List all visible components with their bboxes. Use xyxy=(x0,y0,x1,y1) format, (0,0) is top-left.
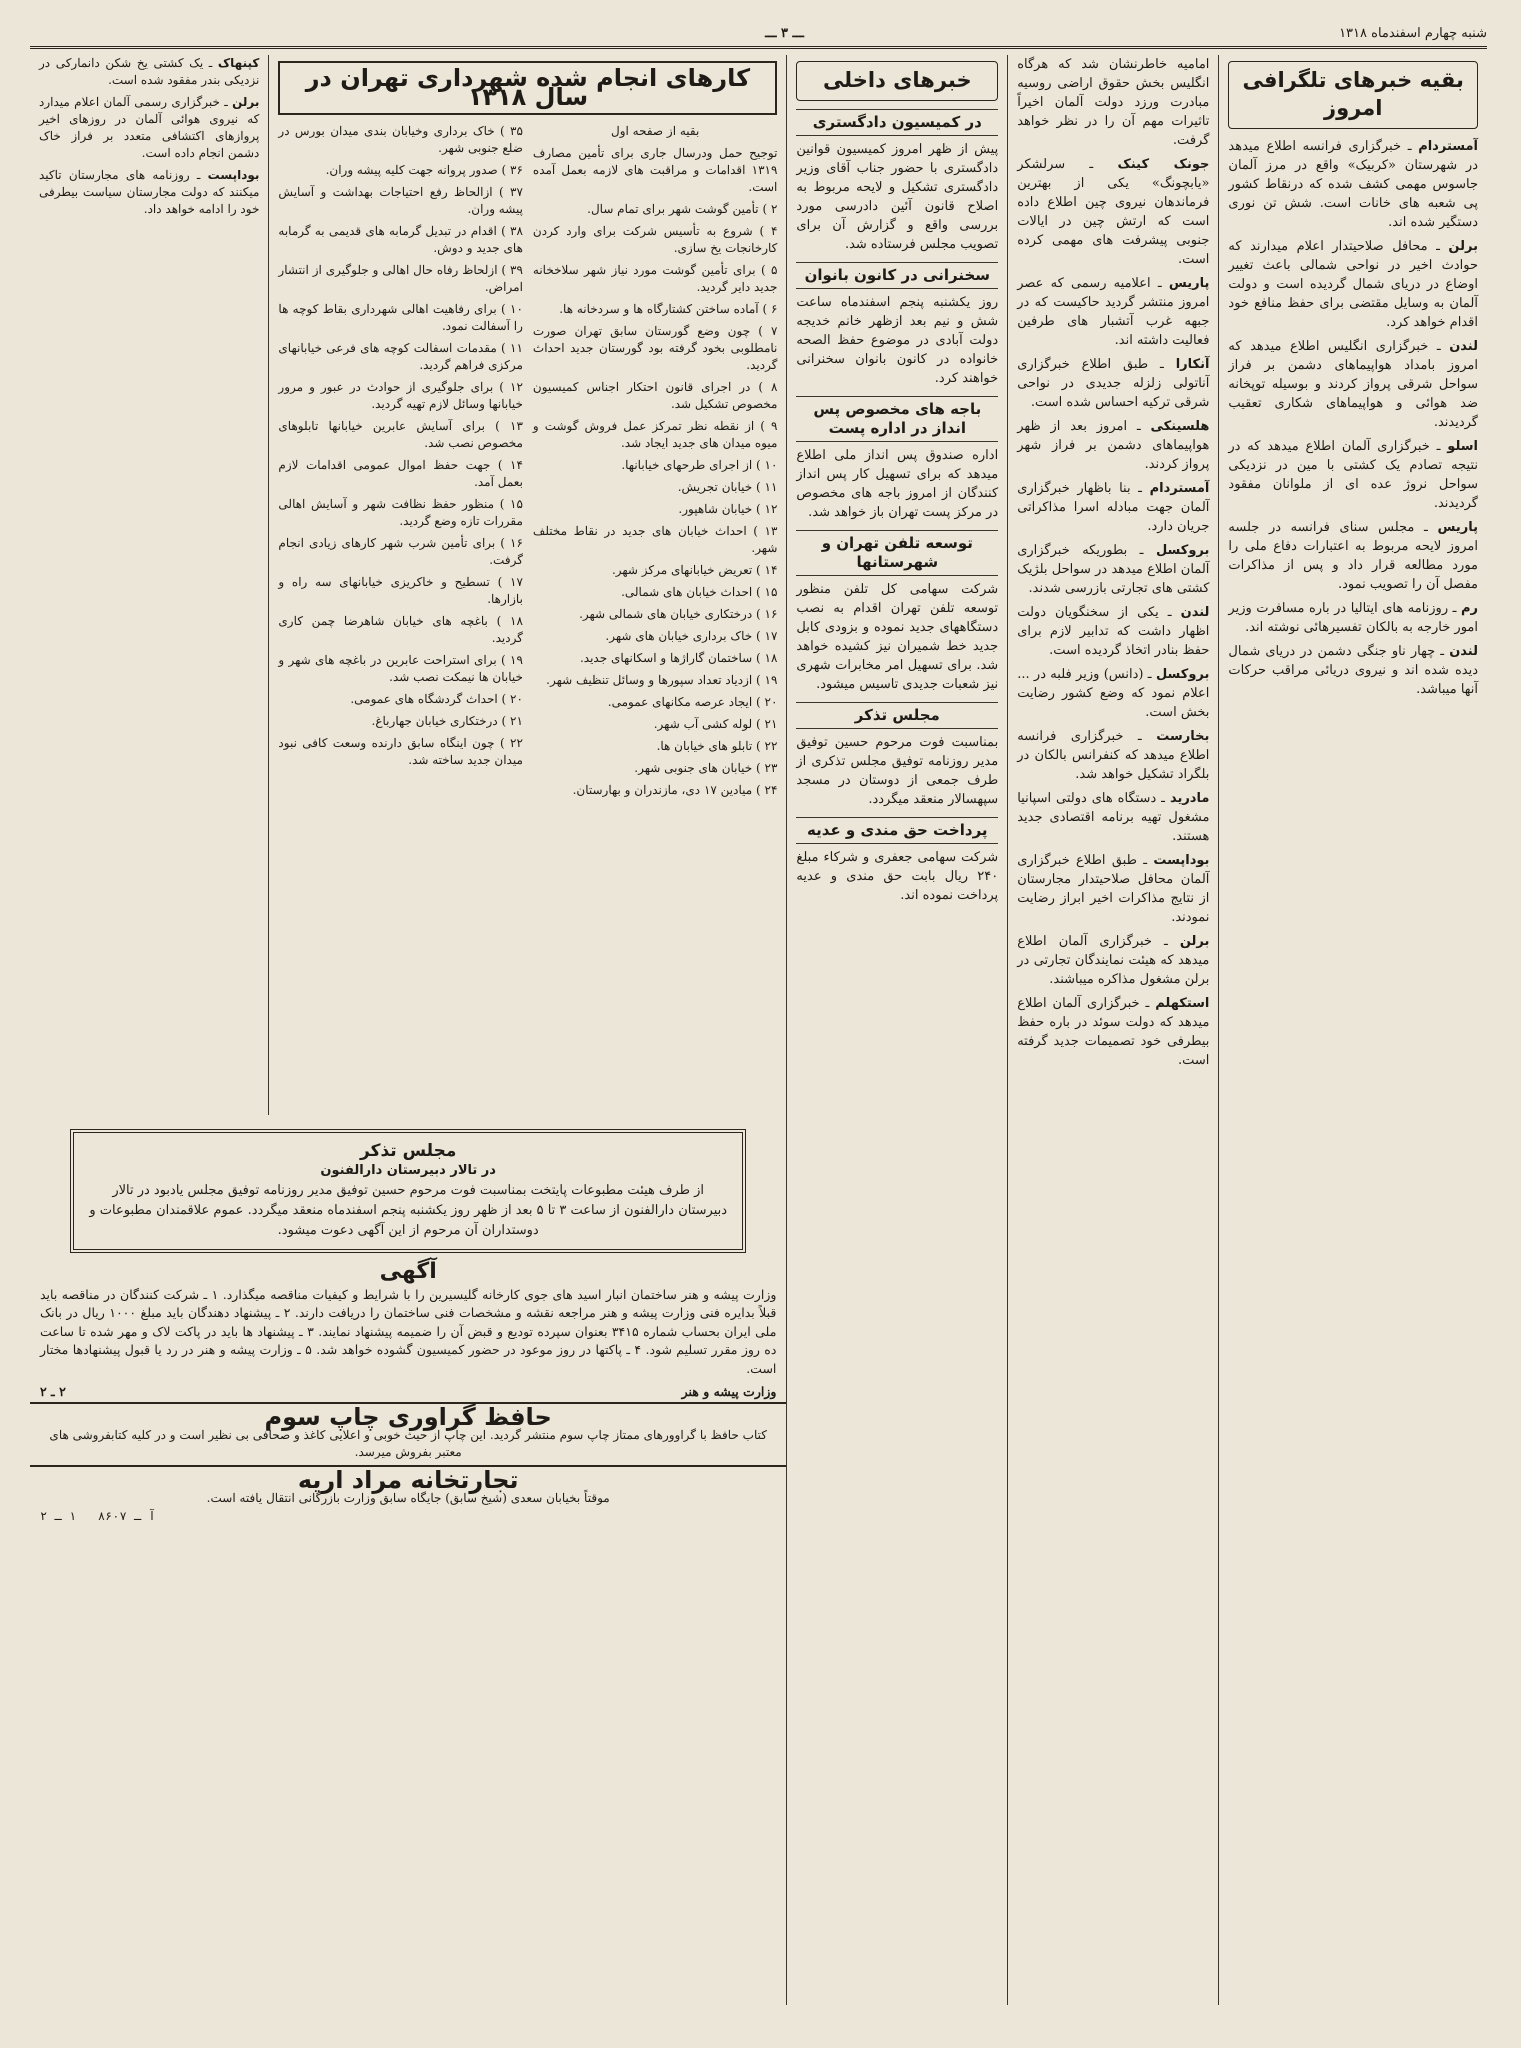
columns xyxy=(30,55,1487,2005)
trade-ad-text: موقتاً بخیابان سعدی (شیخ سابق) جایگاه سابق وزارت بازرگانی انتقال یافته است. xyxy=(206,1490,610,1505)
municipal-item: ۱۵ ) احداث خیابان های شمالی. xyxy=(621,585,778,599)
municipal-item: ۱۳ ) برای آسایش عابرین خیابانها تابلوهای مخصوص نصب شد. xyxy=(278,419,523,450)
news-item xyxy=(1228,518,1478,594)
news-text: ـ سرلشکر «یابچونگ» یکی از بهترین فرماندهان نیروی چین اطلاع داده است که ارتش چین در ایالات جنوبی پیشرفت های مهمی کرده است. xyxy=(1017,157,1210,267)
news-text: ـ بنا باظهار خبرگزاری آلمان جهت مبادله اسرا مذاکراتی جریان دارد. xyxy=(1017,481,1210,534)
domestic-news-list xyxy=(796,109,998,905)
municipal-item: ۱۲ ) خیابان شاهپور. xyxy=(678,502,778,516)
municipal-item: ۱۲ ) برای جلوگیری از حوادث در عبور و مرور خیابانها وسائل لازم تهیه گردید. xyxy=(278,380,523,411)
municipal-item: ۱۷ ) تسطیح و خاکریزی خیابانهای سه راه و بازارها. xyxy=(278,575,523,606)
municipal-item: ۱۳ ) احداث خیابان های جدید در نقاط مختلف شهر. xyxy=(532,524,778,555)
memorial-box xyxy=(70,1129,746,1253)
news-text: امامیه خاطرنشان شد که هرگاه انگلیس بخش حقوق اراضی روسیه مبادرت ورزد دولت آلمان اخیراً تاثیرات مهم آن را در نظر خواهد گرفت. xyxy=(1017,57,1210,148)
municipal-item: ۱۸ ) ساختمان گاراژها و اسکانهای جدید. xyxy=(579,651,778,665)
municipal-item: ۲۴ ) میادین ۱۷ دی، مازندران و بهارستان. xyxy=(572,783,778,797)
domestic-news-title: خبرهای داخلی xyxy=(796,61,998,101)
news-item xyxy=(1017,994,1209,1070)
trade-ad-ref: آ ـ ۸۶۰۷ ۱ ـ ۲ xyxy=(39,1508,156,1523)
news-dateline: لندن xyxy=(1449,644,1478,659)
news-text: ـ خبرگزاری انگلیس اطلاع میدهد که امروز بامداد هواپیماهای دشمن بر فراز سواحل شرقی پرواز کردند و بوسیله توپخانه ضد هوائی و هواپیماهای شکاری تعقیب گردیدند. xyxy=(1228,339,1478,430)
municipal-item: ۲۱ ) لوله کشی آب شهر. xyxy=(653,717,778,731)
news-dateline: لندن xyxy=(1449,339,1478,354)
news-item xyxy=(1017,851,1209,927)
municipal-col-right xyxy=(533,123,778,804)
foreign-news-list-3 xyxy=(39,55,259,218)
news-item xyxy=(1017,665,1209,722)
municipal-item: ۲۲ ) چون اینگاه سابق دارنده وسعت کافی نبود میدان جدید ساخته شد. xyxy=(278,736,523,767)
news-text: ـ دستگاه های دولتی اسپانیا مشغول تهیه برنامه اقتصادی جدید هستند. xyxy=(1017,791,1210,844)
news-text: ـ خبرگزاری آلمان اطلاع میدهد که دولت سوئد در باره حفظ بیطرفی خود تصمیمات جدید گرفته است. xyxy=(1017,996,1210,1068)
news-dateline: برلن xyxy=(1179,934,1210,949)
foreign-news-list xyxy=(1228,137,1478,699)
news-text: ـ روزنامه های مجارستان تاکید میکنند که دولت مجارستان سیاست بیطرفی خود را ادامه خواهد داد. xyxy=(38,168,260,216)
municipal-item: ۱۱ ) مقدمات اسفالت کوچه های فرعی خیابانهای مرکزی فراهم گردید. xyxy=(278,341,523,372)
news-text: ـ خبرگزاری رسمی آلمان اعلام میدارد که نیروی هوائی آلمان در روزهای اخیر پروازهای اکتشافی متعدد بر فراز خاک دشمن انجام داده است. xyxy=(38,95,260,160)
news-dateline: هلسینکی xyxy=(1150,419,1210,434)
news-dateline: آنکارا xyxy=(1175,357,1210,372)
foreign-news-column-2 xyxy=(1007,55,1218,2005)
news-item xyxy=(1017,932,1209,989)
municipal-item: ۲۳ ) خیابان های جنوبی شهر. xyxy=(634,761,778,775)
municipal-section xyxy=(30,55,786,1115)
news-item xyxy=(1017,727,1209,784)
news-item xyxy=(1017,274,1209,350)
municipal-list-left xyxy=(278,123,523,769)
notice-ref: ۲ ـ ۲ xyxy=(39,1384,66,1399)
memorial-subtitle: در تالار دبیرستان دارالفنون xyxy=(320,1163,496,1178)
news-text: ـ (دانس) وزیر فلبه در ... اعلام نمود که وضع کشور رضایت بخش است. xyxy=(1017,667,1210,720)
domestic-heading: در کمیسیون دادگستری xyxy=(796,109,998,136)
foreign-news-title: بقیه خبرهای تلگرافی امروز xyxy=(1228,61,1478,129)
news-dateline: استکهلم xyxy=(1155,996,1210,1011)
municipal-item: ۹ ) از نقطه نظر تمرکز عمل فروش گوشت و میوه میدان های جدید ایجاد شد. xyxy=(532,419,778,450)
domestic-text: شرکت سهامی جعفری و شرکاء مبلغ ۲۴۰ ریال بابت حق مندی و عدیه پرداخت نموده اند. xyxy=(796,850,999,903)
municipal-item: ۳۹ ) ازلحاظ رفاه حال اهالی و جلوگیری از انتشار امراض. xyxy=(278,263,523,294)
news-item xyxy=(39,55,259,89)
notice-text: وزارت پیشه و هنر ساختمان انبار اسید های جوی کارخانه گلیسیرین را با شرایط و کیفیات مناقصه میگذارد. ۱ ـ شرکت کنندگان در مناقصه باید قبلاً بدایره فنی وزارت پیشه و هنر مراجعه نقشه و مشخصات فنی ساختمان را دریافت دارند. ۲ ـ پیشنهاد دهندگان باید مبلغ ۱۰۰۰ ریال در بانک ملی ایران بحساب شماره ۳۴۱۵ بعنوان سپرده تودیع و قبض آن را ضمیمه پیشنهاد نمایند. ۳ ـ پیشنهاد ها باید در پاکت لاک و مهر شده تا ساعت ده روز مقرر تسلیم شود. ۴ ـ پاکتها در روز موعود در حضور کمیسیون گشوده خواهد شد. ۵ ـ وزارت پیشه و هنر در رد یا قبول پیشنهادها مختار است. xyxy=(39,1286,777,1376)
municipal-item: ۱۴ ) جهت حفظ اموال عمومی اقدامات لازم بعمل آمد. xyxy=(278,458,523,489)
domestic-heading: توسعه تلفن تهران و شهرستانها xyxy=(796,530,998,576)
news-dateline: بخارست xyxy=(1156,729,1210,744)
municipal-item: ۲ ) تأمین گوشت شهر برای تمام سال. xyxy=(587,202,778,216)
municipal-item: ۱۸ ) باغچه های خیابان شاهرضا چمن کاری گردید. xyxy=(278,614,523,645)
domestic-news-column xyxy=(786,55,1007,2005)
municipal-item: ۱۰ ) از اجرای طرحهای خیابانها. xyxy=(621,458,778,472)
news-item xyxy=(1228,437,1478,513)
news-text: ـ خبرگزاری آلمان اطلاع میدهد که در نتیجه تصادم یک کشتی با مین در نزدیکی سواحل نروژ عده ای از ملوانان مفقود گردیدند. xyxy=(1228,439,1478,511)
municipal-item: ۳۸ ) اقدام در تبدیل گرمابه های قدیمی به گرمابه های جدید و دوش. xyxy=(278,224,523,255)
municipal-item: ۳۷ ) ازالحاظ رفع احتیاجات بهداشت و آسایش پیشه وران. xyxy=(278,185,523,216)
news-dateline: بروکسل xyxy=(1155,667,1210,682)
municipal-item: ۱۱ ) خیابان تجریش. xyxy=(677,480,778,494)
news-text: ـ خبرگزاری فرانسه اطلاع میدهد که کنفرانس بالکان در بلگراد تشکیل خواهد شد. xyxy=(1017,729,1210,782)
municipal-title: کارهای انجام شده شهرداری تهران در سال ۱۳۱۸ xyxy=(278,61,777,115)
memorial-title: مجلس تذکر xyxy=(360,1141,457,1161)
page-header xyxy=(30,20,1487,49)
news-text: ـ خبرگزاری فرانسه اطلاع میدهد در شهرستان «کربیک» واقع در مرز آلمان جاسوس مهمی کشف شده که درنقاط کشور پی شعبه های خانات است. شش تن نوری دستگیر شده اند. xyxy=(1228,139,1478,230)
foreign-news-list-2 xyxy=(1017,55,1209,1070)
municipal-col-left xyxy=(278,123,523,804)
news-item xyxy=(1228,137,1478,232)
municipal-item: ۳۶ ) صدور پروانه جهت کلیه پیشه وران. xyxy=(325,163,523,177)
news-dateline: جونک کینک xyxy=(1117,157,1210,172)
print-ad xyxy=(30,1402,786,1465)
news-dateline: آمستردام xyxy=(1418,139,1478,154)
municipal-item: ۲۱ ) درختکاری خیابان جهارباغ. xyxy=(371,714,523,728)
trade-ad-title: تجارتخانه مراد اریه xyxy=(297,1465,519,1494)
news-text: ـ یک کشتی یخ شکن دانمارکی در نزدیکی بندر مفقود شده است. xyxy=(38,56,260,87)
news-item xyxy=(39,94,259,162)
news-text: ـ محافل صلاحیتدار اعلام میدارند که حوادث اخیر در نواحی شمالی باعث تغییر اوضاع در دریای شمال گردیده است و دولت آلمان به وسایل مقتضی برای حفظ منافع خود اقدام خواهد کرد. xyxy=(1228,239,1478,330)
news-item xyxy=(39,167,259,218)
news-item xyxy=(1228,642,1478,699)
page-number: ـــ ۳ ـــ xyxy=(765,25,804,41)
municipal-item: ۷ ) چون وضع گورستان سابق تهران صورت نامطلوبی بخود گرفته بود گورستان جدید احداث گردید. xyxy=(532,324,778,372)
news-text: ـ مجلس سنای فرانسه در جلسه امروز لایحه مربوط به اعتبارات دفاع ملی را مورد مطالعه قرار داد و پس از مذاکرات مفصل آن را تصویب نمود. xyxy=(1228,520,1478,592)
news-text: ـ یکی از سخنگویان دولت اظهار داشت که تدابیر لازم برای حفظ بنادر اتخاذ گردیده است. xyxy=(1017,605,1210,658)
news-item xyxy=(1017,155,1209,269)
news-item xyxy=(1228,599,1478,637)
domestic-text: پیش از ظهر امروز کمیسیون قوانین دادگستری با حضور جناب آقای وزیر دادگستری تشکیل و لایحه مربوط به اصلاح قانون آئین دادرسی مورد بررسی واقع و گزارش آن برای تصویب مجلس فرستاده شد. xyxy=(796,142,999,252)
municipal-item: ۴ ) شروع به تأسیس شرکت برای وارد کردن کارخانجات یخ سازی. xyxy=(532,224,778,255)
news-item xyxy=(1017,541,1209,598)
news-dateline: آمستردام xyxy=(1149,481,1210,496)
municipal-item: ۱۴ ) تعریض خیابانهای مرکز شهر. xyxy=(611,563,778,577)
news-text: ـ طبق اطلاع خبرگزاری آلمان محافل صلاحیتدار مجارستان از نتایج مذاکرات اخیر ابراز رضایت نمودند. xyxy=(1017,853,1210,925)
tender-notice xyxy=(30,1259,786,1402)
municipal-item: ۱۵ ) منظور حفظ نظافت شهر و آسایش اهالی مقررات تازه وضع گردید. xyxy=(278,497,523,528)
continued-label: بقیه از صفحه اول xyxy=(610,124,700,138)
municipal-item: ۱۰ ) برای رفاهیت اهالی شهرداری بقاط کوچه ها را آسفالت نمود. xyxy=(278,302,523,333)
side-column xyxy=(30,55,269,1115)
municipal-item: ۸ ) در اجرای قانون احتکار اجناس کمیسیون مخصوص تشکیل شد. xyxy=(532,380,778,411)
notice-title: آگهی xyxy=(379,1259,437,1284)
municipal-item: ۳۵ ) خاک برداری وخیابان بندی میدان بورس در ضلع جنوبی شهر. xyxy=(278,124,523,155)
domestic-text: اداره صندوق پس انداز ملی اطلاع میدهد که برای تسهیل کار پس انداز کنندگان از امروز باجه های مخصوص در مرکز پست تهران باز خواهد شد. xyxy=(796,448,999,520)
news-text: ـ روزنامه های ایتالیا در باره مسافرت وزیر امور خارجه به بالکان تفسیرهائی نوشته اند. xyxy=(1228,601,1478,635)
news-dateline: برلن xyxy=(1448,239,1478,254)
left-region xyxy=(30,55,786,2005)
news-dateline: کپنهاک xyxy=(217,56,260,70)
news-dateline: پاریس xyxy=(1437,520,1478,535)
domestic-text: بمناسبت فوت مرحوم حسین توفیق مدیر روزنامه توفیق مجلس تذکری از طرف جمعی از دوستان در مسجد سپهسالار منعقد میگردد. xyxy=(796,735,999,807)
news-item xyxy=(1017,479,1209,536)
notice-signature: وزارت پیشه و هنر xyxy=(681,1384,777,1399)
news-item xyxy=(1017,603,1209,660)
news-item xyxy=(1017,417,1209,474)
news-item xyxy=(1228,337,1478,432)
news-dateline: مادرید xyxy=(1169,791,1210,806)
news-dateline: رم xyxy=(1460,601,1478,616)
news-dateline: برلن xyxy=(232,95,260,109)
news-dateline: اسلو xyxy=(1447,439,1478,454)
news-item xyxy=(1017,355,1209,412)
news-item xyxy=(1017,789,1209,846)
municipal-item: ۱۶ ) درختکاری خیابان های شمالی شهر. xyxy=(579,607,778,621)
municipal-item: ۱۶ ) برای تأمین شرب شهر کارهای زیادی انجام گرفت. xyxy=(278,536,523,567)
news-text: ـ طبق اطلاع خبرگزاری آناتولی زلزله جدیدی در نواحی شرقی ترکیه احساس شده است. xyxy=(1017,357,1210,410)
domestic-heading: باجه های مخصوص پس انداز در اداره پست xyxy=(796,396,998,442)
news-dateline: بروکسل xyxy=(1155,543,1210,558)
domestic-heading: پرداخت حق مندی و عدیه xyxy=(796,817,998,844)
municipal-item: ۲۰ ) احداث گردشگاه های عمومی. xyxy=(350,692,523,706)
news-dateline: بوداپست xyxy=(207,168,260,182)
municipal-item: ۶ ) آماده ساختن کشتارگاه ها و سردخانه ها. xyxy=(559,302,778,316)
news-item xyxy=(1228,237,1478,332)
municipal-item: ۵ ) برای تأمین گوشت مورد نیاز شهر سلاخخانه جدید دایر گردید. xyxy=(532,263,778,294)
domestic-heading: مجلس تذکر xyxy=(796,702,998,729)
municipal-item: توجیح حمل ودرسال جاری برای تأمین مصارف ۱۳۱۹ اقدامات و مراقبت های لازمه بعمل آمده است. xyxy=(532,146,778,194)
municipal-item: ۲۰ ) ایجاد عرصه مکانهای عمومی. xyxy=(607,695,778,709)
print-ad-text: کتاب حافظ با گراوورهای ممتاز چاپ سوم منتشر گردید. این چاپ از حیث خوبی و اعلایی کاغذ و صحافی بی نظیر است و در کلیه کتابفروشی های معتبر بفروش میرسد. xyxy=(49,1427,767,1459)
news-dateline: لندن xyxy=(1180,605,1210,620)
news-text: ـ اعلامیه رسمی که عصر امروز منتشر گردید حاکیست که در جبهه غرب آتشبار های طرفین فعالیت داشته اند. xyxy=(1017,276,1210,348)
domestic-text: شرکت سهامی کل تلفن منظور توسعه تلفن تهران اقدام به نصب دستگاههای جدید نموده و بزودی کابل جدید خط شمیران نیز کشیده خواهد شد. برای تسهیل امر مخابرات شهری نیز شعبات جدیدی تاسیس میشود. xyxy=(796,582,999,692)
municipal-article xyxy=(269,55,786,1115)
news-text: ـ چهار ناو جنگی دشمن در دریای شمال دیده شده اند و نیروی دریائی مراقب حرکات آنها میباشد. xyxy=(1228,644,1478,697)
domestic-heading: سخنرانی در کانون بانوان xyxy=(796,262,998,289)
print-ad-title: حافظ گراوری چاپ سوم xyxy=(264,1402,552,1431)
news-text: ـ بطوریکه خبرگزاری آلمان اطلاع میدهد در سواحل بلژیک کشتی های تجارتی بازرسی شدند. xyxy=(1017,543,1210,596)
date-line: شنبه چهارم اسفندماه ۱۳۱۸ xyxy=(1339,25,1487,41)
municipal-item: ۱۹ ) ازدیاد تعداد سپورها و وسائل تنظیف شهر. xyxy=(546,673,778,687)
news-text: ـ امروز بعد از ظهر هواپیماهای دشمن بر فراز شهر پرواز کردند. xyxy=(1017,419,1210,472)
news-dateline: پاریس xyxy=(1168,276,1210,291)
news-item xyxy=(1017,55,1209,150)
news-text: ـ خبرگزاری آلمان اطلاع میدهد که هیئت نمایندگان تجارتی در برلن مشغول مذاکره میباشند. xyxy=(1017,934,1210,987)
news-dateline: بوداپست xyxy=(1153,853,1210,868)
municipal-list-right xyxy=(533,145,778,799)
municipal-item: ۱۷ ) خاک برداری خیابان های شهر. xyxy=(605,629,778,643)
memorial-text: از طرف هیئت مطبوعات پایتخت بمناسبت فوت مرحوم حسین توفیق مدیر روزنامه توفیق مجلس یادبود در تالار دبیرستان دارالفنون از ساعت ۳ تا ۵ بعد از ظهر روز یکشنبه پنجم اسفندماه منعقد میگردد. عموم علاقمندان مطبوعات و دوستداران آن مرحوم از این آگهی دعوت میشود. xyxy=(89,1183,728,1238)
trade-ad xyxy=(30,1465,786,1530)
municipal-columns xyxy=(278,123,777,804)
municipal-item: ۱۹ ) برای استراحت عابرین در باغچه های شهر و خیابان ها نیمکت نصب شد. xyxy=(278,653,523,684)
domestic-text: روز یکشنبه پنجم اسفندماه ساعت شش و نیم بعد ازظهر خانم خدیجه دولت آبادی در موضوع حفظ الصحه خانواده در کانون بانوان سخنرانی خواهند کرد. xyxy=(796,295,999,386)
municipal-item: ۲۲ ) تابلو های خیابان ها. xyxy=(656,739,778,753)
foreign-news-column xyxy=(1218,55,1487,2005)
